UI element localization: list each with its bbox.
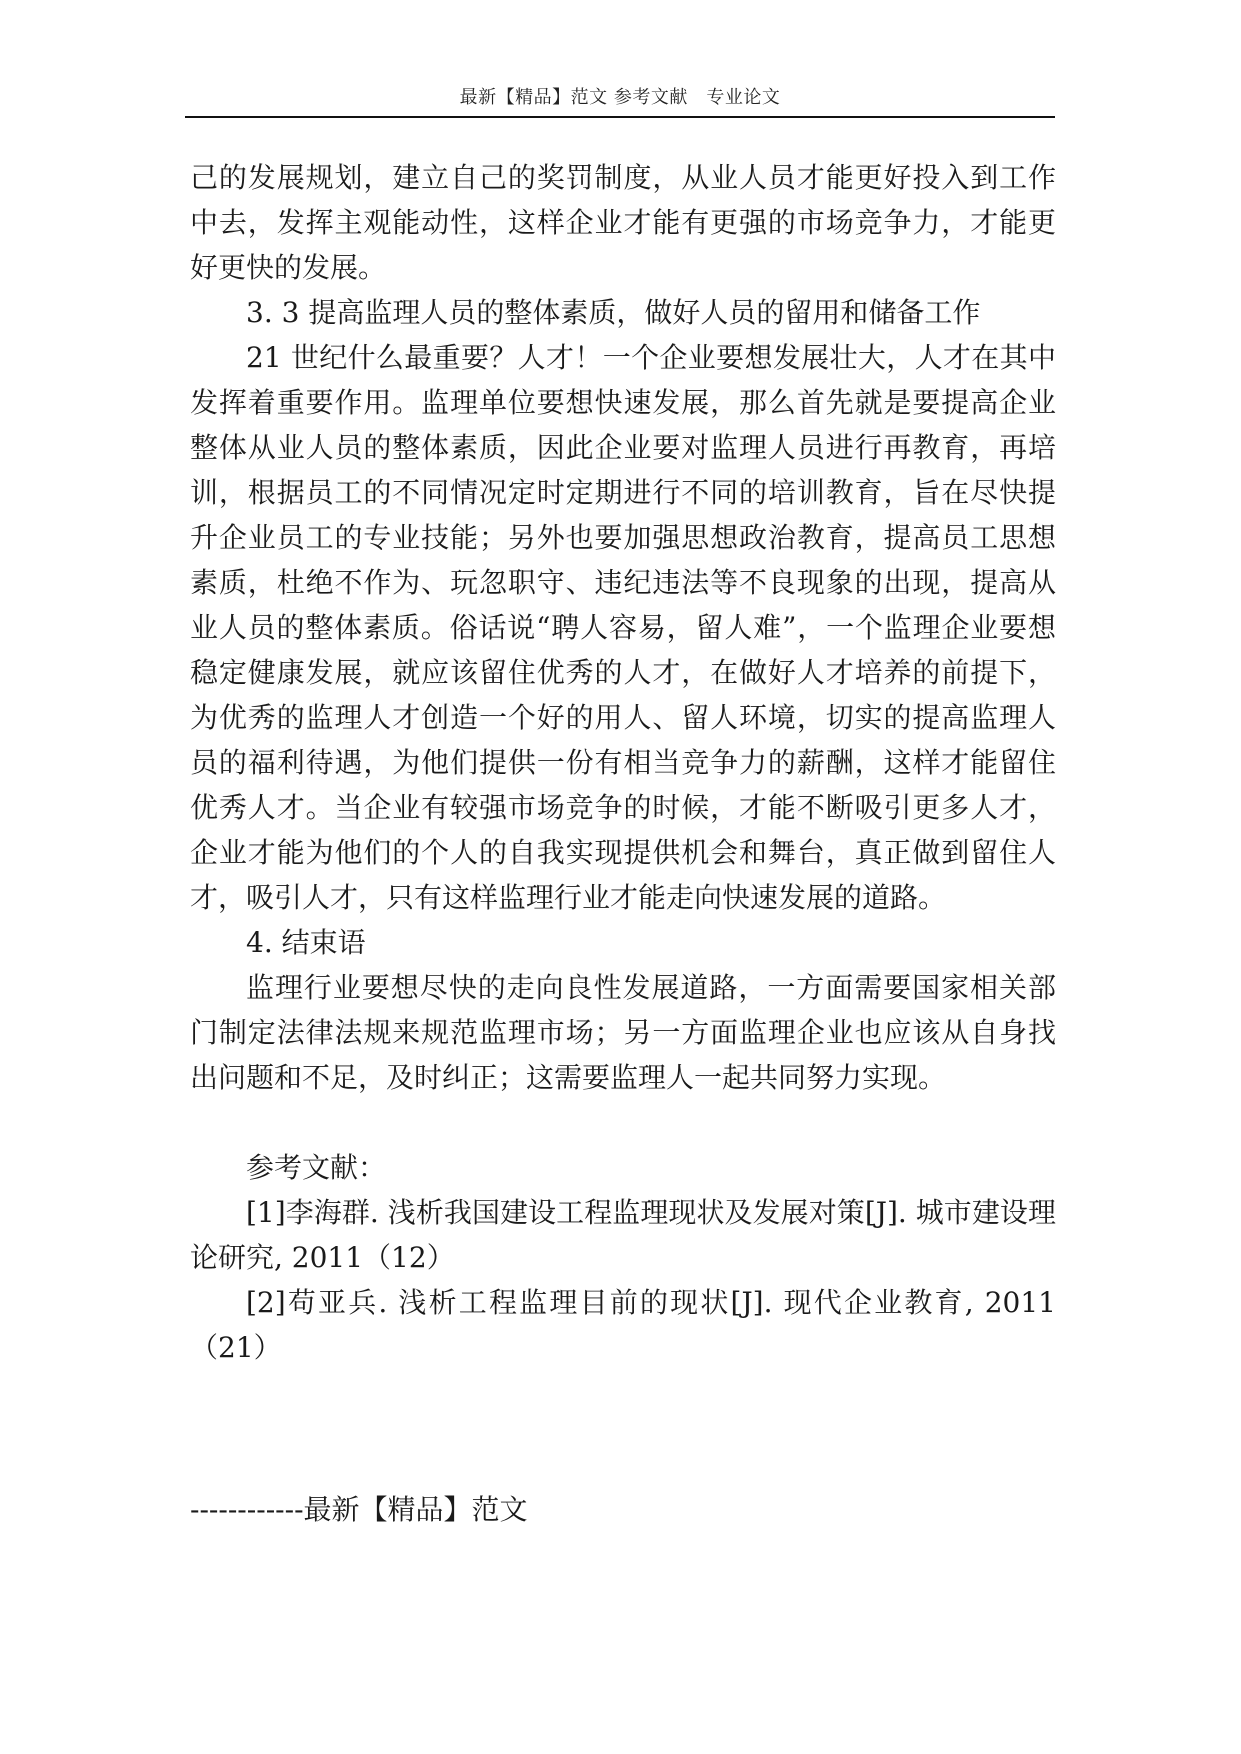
header-divider (185, 116, 1055, 118)
spacer (190, 1100, 1056, 1145)
reference-item-1: [1]李海群. 浅析我国建设工程监理现状及发展对策[J]. 城市建设理论研究, 2011（12） (190, 1196, 1056, 1274)
paragraph-talent: 21 世纪什么最重要？人才！一个企业要想发展壮大，人才在其中发挥着重要作用。监理单位要想快速发展，那么首先就是要提高企业整体从业人员的整体素质，因此企业要对监理人员进行再教育，再培训，根据员工的不同情况定时定期进行不同的培训教育，旨在尽快提升企业员工的专业技能；另外也要加强思想政治教育，提高员工思想素质，杜绝不作为、玩忽职守、违纪违法等不良现象的出现，提高从业人员的整体素质。俗话说“聘人容易，留人难”，一个监理企业要想稳定健康发展，就应该留住优秀的人才，在做好人才培养的前提下，为优秀的监理人才创造一个好的用人、留人环境，切实的提高监理人员的福利待遇，为他们提供一份有相当竞争力的薪酬，这样才能留住优秀人才。当企业有较强市场竞争的时候，才能不断吸引更多人才，企业才能为他们的个人的自我实现提供机会和舞台，真正做到留住人才，吸引人才，只有这样监理行业才能走向快速发展的道路。 (190, 341, 1056, 914)
paragraph-conclusion: 监理行业要想尽快的走向良性发展道路，一方面需要国家相关部门制定法律法规来规范监理市场；另一方面监理企业也应该从自身找出问题和不足，及时纠正；这需要监理人一起共同努力实现。 (190, 971, 1056, 1094)
page-header: 最新【精品】范文 参考文献 专业论文 (459, 87, 781, 108)
references-title: 参考文献： (246, 1151, 387, 1184)
section-heading-3-3: 3. 3 提高监理人员的整体素质，做好人员的留用和储备工作 (246, 296, 981, 329)
reference-item-2: [2]苟亚兵. 浅析工程监理目前的现状[J]. 现代企业教育, 2011（21） (190, 1286, 1056, 1364)
document-body (190, 155, 1056, 1370)
paragraph-continuation: 己的发展规划，建立自己的奖罚制度，从业人员才能更好投入到工作中去，发挥主观能动性，这样企业才能有更强的市场竞争力，才能更好更快的发展。 (190, 161, 1056, 284)
section-heading-4: 4. 结束语 (246, 926, 366, 959)
footer-note: ------------最新【精品】范文 (190, 1493, 528, 1526)
